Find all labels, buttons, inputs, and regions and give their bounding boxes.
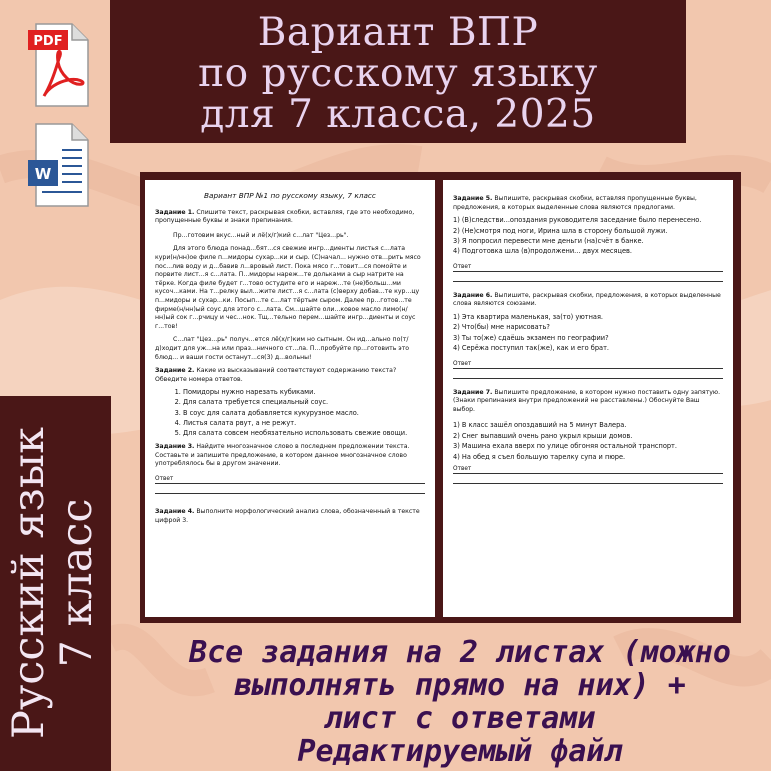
task-1-paragraph-1: Для этого блюда понад...бят...ся свежие ингр...диенты листья с...лата кури(н/нн)ое филе п...мидоры сухар...ки и сыр. (С)начал... нужно отв...рить мясо пос...лив воду и д...бавив л...вровый лист. Пока мясо г...товит...ся помойте и порвите лист...я с...лата. П...мидоры нареж...те дольками а сыр натрите на тёрке. Когда филе будет г...тово остудите его и нареж...те (не)больш...ми кусоч...ками. На т...релку выл...жите лист...я с...лата (с)верху добав...те кур...цу п...мидоры и сухар...ки. Посып...те с...лат тёртым сыром. Далее пр...готов...те фирме(н/нн)ый соус для этого с...лата. См...шайте оли...ковое масло лимо(н/нн)ый сок г...рчицу и чес...нок. Тщ...тельно перем...шайте ингр...диенты и соус г...тов! [155, 245, 421, 330]
title-line-2: по русскому языку [198, 51, 598, 96]
list-item: 1) В класс зашёл опоздавший на 5 минут Валера. [453, 421, 627, 430]
task-2: Задание 2. Какие из высказываний соответствуют содержанию текста? Обведите номера ответов. [155, 367, 397, 383]
title-banner [110, 0, 686, 143]
pdf-file-icon [28, 22, 92, 108]
promo-line-4: Редактируемый файл [297, 734, 623, 769]
task-3: Задание 3. Найдите многозначное слово в последнем предложении текста. Составьте и запишите предложение, в котором данное многозначное слово употреблялось бы в другом значении. [155, 443, 410, 468]
title-line-3: для 7 класса, 2025 [200, 92, 596, 137]
task-7: Задание 7. Выпишите предложение, в котором нужно поставить одну запятую. (Знаки препинания внутри предложений не расставлены.) Обоснуйте Ваш выбор. [453, 388, 721, 413]
answer-line-extra [453, 369, 723, 379]
word-file-icon [28, 122, 92, 208]
answer-line: Ответ [453, 360, 723, 369]
list-item: 2) Что(бы) мне нарисовать? [453, 323, 550, 332]
list-item: 5. Для салата совсем необязательно использовать свежие овощи. [183, 428, 425, 438]
answer-line-extra [453, 272, 723, 282]
list-item: 1. Помидоры нужно нарезать кубиками. [183, 387, 425, 397]
list-item: 4. Листья салата рвут, а не режут. [183, 418, 425, 428]
list-item: 3. В соус для салата добавляется кукурузное масло. [183, 408, 425, 418]
answer-line-extra [453, 474, 723, 484]
side-line-2: 7 класс [52, 498, 102, 668]
task-4: Задание 4. Выполните морфологический анализ слова, обозначенный в тексте цифрой 3. [155, 508, 420, 524]
promo-line-3: лист с ответами [324, 701, 596, 736]
task-5-options [453, 215, 723, 257]
answer-line: Ответ [155, 475, 425, 484]
list-item: 4) Подготовка шла (в)продолжени... двух месяцев. [453, 247, 633, 256]
list-item: 3) Я попросил перевести мне деньги (на)счёт в банке. [453, 237, 644, 245]
task-2-options [173, 387, 425, 438]
worksheet-page-1 [145, 180, 435, 617]
list-item: 1) (В)следстви...опоздания руководителя заседание было перенесено. [453, 216, 702, 225]
task-1-heading-line: Пр...готовим вкус...ный и лё(х/г)кий с...лат "Цез...рь". [173, 231, 349, 239]
worksheet-title: Вариант ВПР №1 по русскому языку, 7 класс [204, 191, 376, 200]
task-1-paragraph-2: С...лат "Цез...рь" получ...ется лё(х/г)ким но сытным. Он ид...ально по(т/д)ходит для уж...на или праз...ничного ст...ла. П...пробуйте пр...готовить это блюд... и ваши гости останут...ся(3) д...вольны! [155, 336, 410, 361]
answer-line: Ответ [453, 263, 723, 272]
list-item: 1) Эта квартира маленькая, за(то) уютная. [453, 313, 604, 321]
task-7-options [453, 420, 723, 462]
answer-line-extra [155, 484, 425, 494]
list-item: 4) Серёжа поступил так(же), как и его брат. [453, 344, 610, 353]
title-line-1: Вариант ВПР [257, 10, 539, 55]
svg-text:PDF: PDF [33, 34, 63, 49]
list-item: 4) На обед я съел большую тарелку супа и пюре. [453, 452, 626, 461]
list-item: 2) Снег выпавший очень рано укрыл крыши домов. [453, 431, 633, 440]
promo-line-2: выполнять прямо на них) + [234, 668, 686, 703]
task-6: Задание 6. Выпишите, раскрывая скобки, предложения, в которых выделенные слова являются союзами. [453, 291, 721, 308]
list-item: 2. Для салата требуется специальный соус. [183, 397, 425, 407]
promo-caption [160, 636, 760, 768]
list-item: 3) Машина ехала вверх по улице обгоняя остальной транспорт. [453, 442, 677, 451]
worksheet-preview [140, 172, 741, 623]
worksheet-page-2 [443, 180, 733, 617]
promo-line-1: Все задания на 2 листах (можно [189, 635, 731, 670]
list-item: 3) Ты то(же) сдаёшь экзамен по географии? [453, 333, 609, 342]
list-item: 2) (Не)смотря под ноги, Ирина шла в сторону большой лужи. [453, 226, 668, 235]
task-5: Задание 5. Выпишите, раскрывая скобки, вставляя пропущенные буквы, предложения, в которых выделенные слова являются предлогами. [453, 195, 697, 211]
task-6-options [453, 312, 723, 354]
svg-text:W: W [34, 165, 52, 183]
task-1: Задание 1. Спишите текст, раскрывая скобки, вставляя, где это необходимо, пропущенные буквы и знаки препинания. [155, 208, 415, 225]
side-line-1: Русский язык [4, 427, 54, 739]
answer-line: Ответ [453, 465, 723, 474]
side-banner-text [5, 396, 105, 771]
